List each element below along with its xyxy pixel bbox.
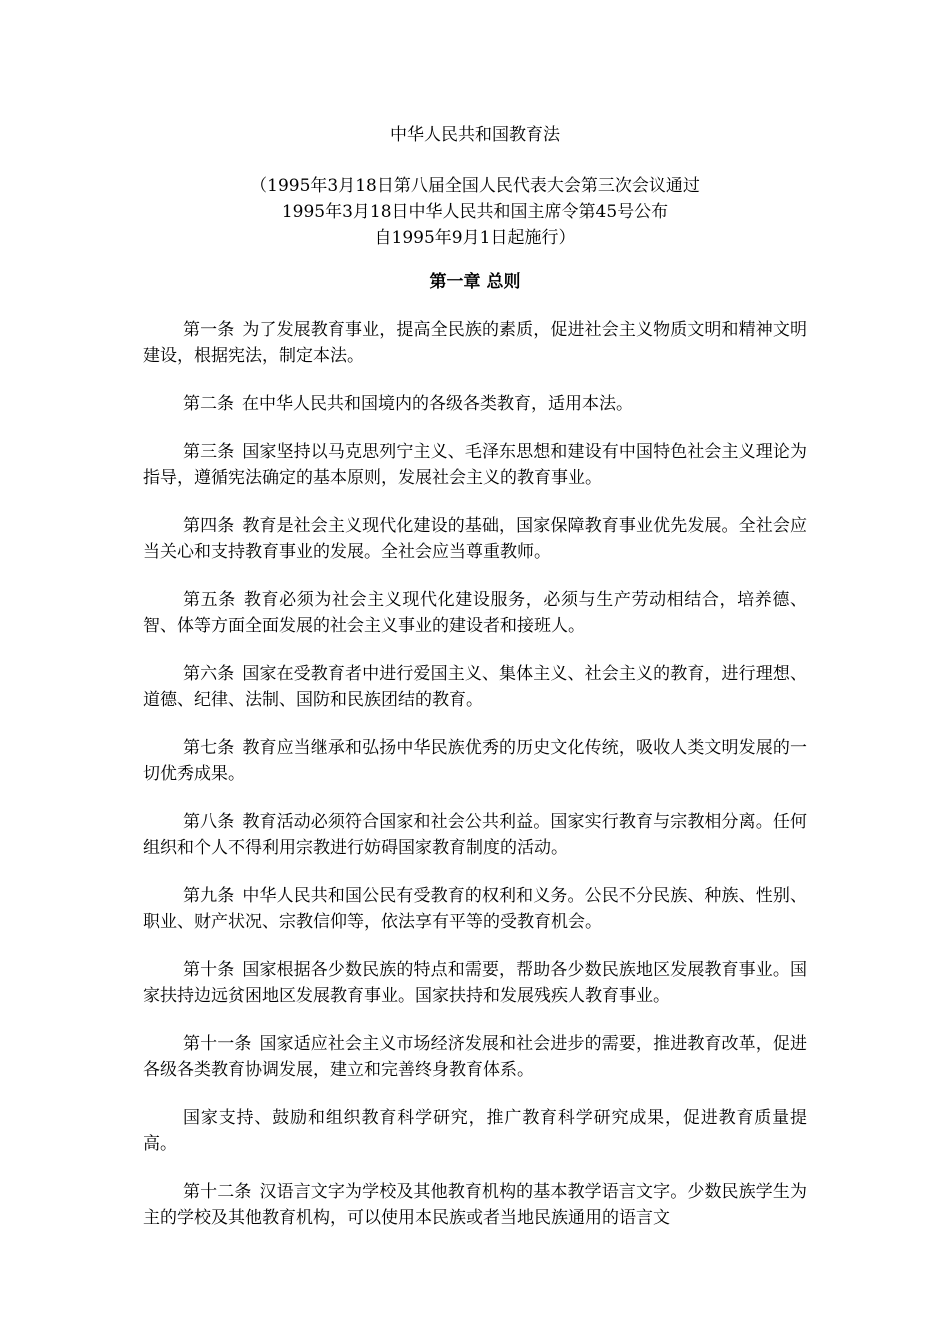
article-10 xyxy=(143,957,807,1009)
article-label: 第一条 xyxy=(183,320,235,340)
article-text: 国家坚持以马克思列宁主义、毛泽东思想和建设有中国特色社会主义理论为指导，遵循宪法确定的基本原则，发展社会主义的教育事业。 xyxy=(143,442,807,488)
article-11-paragraph-2 xyxy=(143,1105,807,1157)
article-label: 第七条 xyxy=(183,738,235,758)
article-text: 教育是社会主义现代化建设的基础，国家保障教育事业优先发展。全社会应当关心和支持教育事业的发展。全社会应当尊重教师。 xyxy=(143,516,807,562)
article-label: 第八条 xyxy=(183,812,235,832)
article-3 xyxy=(143,439,807,491)
article-label: 第十条 xyxy=(183,960,235,980)
enactment-note xyxy=(0,173,950,251)
promulgation-line: 1995年3月18日中华人民共和国主席令第45号公布 xyxy=(281,202,669,222)
article-text: 教育应当继承和弘扬中华民族优秀的历史文化传统，吸收人类文明发展的一切优秀成果。 xyxy=(143,738,807,784)
article-label: 第二条 xyxy=(183,394,234,414)
article-label: 第五条 xyxy=(183,590,236,610)
article-label: 第四条 xyxy=(183,516,235,536)
article-2 xyxy=(143,391,807,417)
article-text: 中华人民共和国公民有受教育的权利和义务。公民不分民族、种族、性别、职业、财产状况、宗教信仰等，依法享有平等的受教育机会。 xyxy=(143,886,807,932)
article-label: 第九条 xyxy=(183,886,235,906)
article-text: 教育活动必须符合国家和社会公共利益。国家实行教育与宗教相分离。任何组织和个人不得利用宗教进行妨碍国家教育制度的活动。 xyxy=(143,812,807,858)
article-6 xyxy=(143,661,807,713)
article-text: 国家支持、鼓励和组织教育科学研究，推广教育科学研究成果，促进教育质量提高。 xyxy=(143,1108,807,1154)
article-text: 教育必须为社会主义现代化建设服务，必须与生产劳动相结合，培养德、智、体等方面全面发展的社会主义事业的建设者和接班人。 xyxy=(143,590,808,636)
article-4 xyxy=(143,513,807,565)
article-text: 国家适应社会主义市场经济发展和社会进步的需要，推进教育改革，促进各级各类教育协调发展，建立和完善终身教育体系。 xyxy=(143,1034,808,1080)
article-text: 国家在受教育者中进行爱国主义、集体主义、社会主义的教育，进行理想、道德、纪律、法制、国防和民族团结的教育。 xyxy=(143,664,807,710)
article-text: 为了发展教育事业，提高全民族的素质，促进社会主义物质文明和精神文明建设，根据宪法，制定本法。 xyxy=(143,320,807,366)
article-label: 第三条 xyxy=(183,442,235,462)
effective-date-line: 自1995年9月1日起施行） xyxy=(374,228,576,248)
article-12 xyxy=(143,1179,807,1231)
document-title: 中华人民共和国教育法 xyxy=(390,125,560,145)
article-8 xyxy=(143,809,807,861)
article-text: 国家根据各少数民族的特点和需要，帮助各少数民族地区发展教育事业。国家扶持边远贫困地区发展教育事业。国家扶持和发展残疾人教育事业。 xyxy=(143,960,807,1006)
article-11 xyxy=(143,1031,807,1083)
article-1 xyxy=(143,317,807,369)
article-label: 第十二条 xyxy=(183,1182,252,1202)
article-text: 汉语言文字为学校及其他教育机构的基本教学语言文字。少数民族学生为主的学校及其他教育机构，可以使用本民族或者当地民族通用的语言文 xyxy=(143,1182,808,1228)
article-label: 第十一条 xyxy=(183,1034,252,1054)
article-7 xyxy=(143,735,807,787)
article-label: 第六条 xyxy=(183,664,235,684)
article-9 xyxy=(143,883,807,935)
chapter-heading: 第一章 总则 xyxy=(429,272,521,292)
enactment-line: （1995年3月18日第八届全国人民代表大会第三次会议通过 xyxy=(250,176,700,196)
article-5 xyxy=(143,587,807,639)
document-body xyxy=(143,317,807,1253)
article-text: 在中华人民共和国境内的各级各类教育，适用本法。 xyxy=(242,394,633,414)
